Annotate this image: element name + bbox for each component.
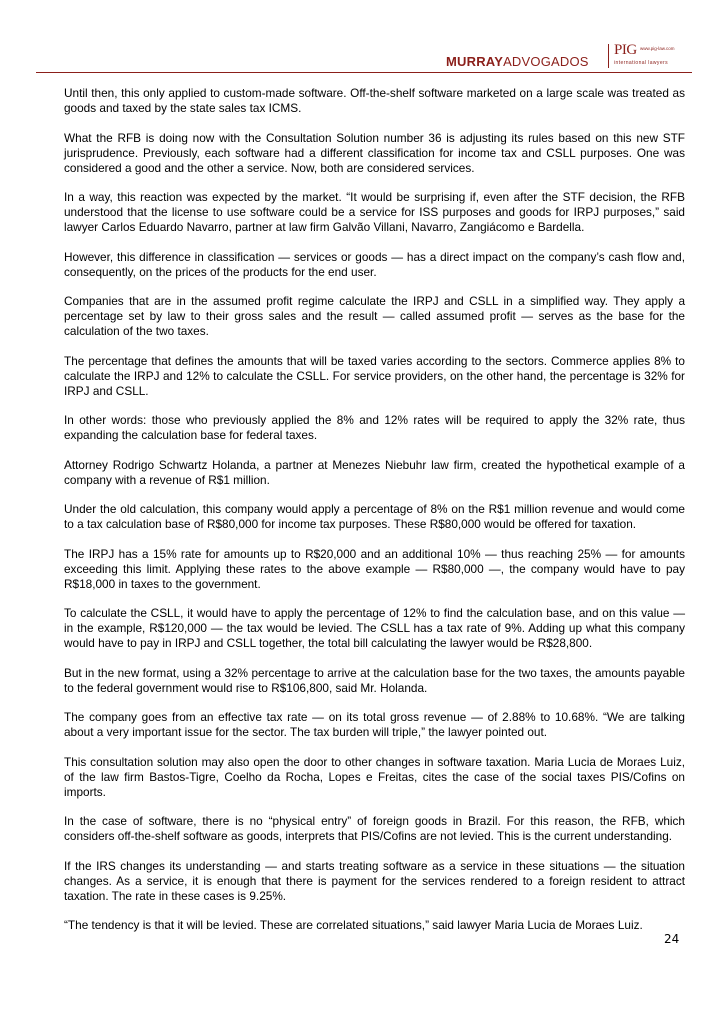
paragraph: In other words: those who previously applied the 8% and 12% rates will be required to apply the 32% rate, thus expanding the calculation base for federal taxes.: [64, 413, 685, 442]
paragraph: Under the old calculation, this company would apply a percentage of 8% on the R$1 million revenue and would come to a tax calculation base of R$80,000 for income tax purposes. These R$80,000 would be offered for taxation.: [64, 502, 685, 531]
paragraph: Companies that are in the assumed profit regime calculate the IRPJ and CSLL in a simplified way. They apply a percentage set by law to their gross sales and the result — called assumed profit — serves as the base for the calculation of the two taxes.: [64, 294, 685, 338]
brand-primary: MURRAY: [446, 54, 504, 69]
paragraph: The company goes from an effective tax rate — on its total gross revenue — of 2.88% to 10.68%. “We are talking about a very important issue for the sector. The tax burden will triple,” the lawyer pointed out.: [64, 710, 685, 739]
paragraph: Attorney Rodrigo Schwartz Holanda, a partner at Menezes Niebuhr law firm, created the hypothetical example of a company with a revenue of R$1 million.: [64, 457, 685, 487]
paragraph: However, this difference in classification — services or goods — has a direct impact on the company’s cash flow and, consequently, on the prices of the products for the end user.: [64, 249, 685, 279]
paragraph: But in the new format, using a 32% percentage to arrive at the calculation base for the two taxes, the amounts payable to the federal government would rise to R$106,800, said Mr. Holanda.: [64, 665, 685, 695]
paragraph: Until then, this only applied to custom-made software. Off-the-shelf software marketed on a large scale was treated as goods and taxed by the state sales tax ICMS.: [64, 86, 685, 115]
page-header: [0, 0, 728, 76]
pig-logo: [614, 42, 686, 68]
pig-logo-tagline: international lawyers: [614, 60, 668, 66]
paragraph: In a way, this reaction was expected by the market. “It would be surprising if, even after the STF decision, the RFB understood that the license to use software could be a service for ISS purposes and goods for IRPJ purposes,” said lawyer Carlos Eduardo Navarro, partner at law firm Galvão Villani, Navarro, Zangiácomo e Bardella.: [64, 190, 685, 234]
page-number: 24: [664, 932, 680, 946]
paragraph: If the IRS changes its understanding — and starts treating software as a service in these situations — the situation changes. As a service, it is enough that there is payment for the services rendered to a foreign resident to attract taxation. The rate in these cases is 9.25%.: [64, 858, 685, 903]
header-divider: [608, 44, 609, 68]
header-rule: [36, 72, 692, 73]
paragraph: The percentage that defines the amounts that will be taxed varies according to the sectors. Commerce applies 8% to calculate the IRPJ and 12% to calculate the CSLL. For service providers, on the other hand, the percentage is 32% for IRPJ and CSLL.: [64, 353, 685, 398]
brand-secondary: ADVOGADOS: [503, 54, 589, 69]
paragraph: In the case of software, there is no “physical entry” of foreign goods in Brazil. For this reason, the RFB, which considers off-the-shelf software as goods, interprets that PIS/Cofins are not levied. This is the current understanding.: [64, 814, 685, 843]
paragraph: To calculate the CSLL, it would have to apply the percentage of 12% to find the calculation base, and on this value — in the example, R$120,000 — the tax would be levied. The CSLL has a tax rate of 9%. Adding up what this company would have to pay in IRPJ and CSLL together, the total bill calculating the lawyer would be R$28,800.: [64, 606, 685, 650]
article-body: [64, 86, 685, 948]
paragraph: This consultation solution may also open the door to other changes in software taxation. Maria Lucia de Moraes Luiz, of the law firm Bastos-Tigre, Coelho da Rocha, Lopes e Freitas, cites the case of the social taxes PIS/Cofins on imports.: [64, 754, 685, 799]
pig-logo-url: www.pig-law.com: [640, 46, 675, 51]
paragraph: What the RFB is doing now with the Consultation Solution number 36 is adjusting its rules based on this new STF jurisprudence. Previously, each software had a different classification for income tax and CSLL purposes. One was considered a good and the other a service. Now, both are considered services.: [64, 130, 685, 175]
murray-advogados-logo: [446, 54, 589, 69]
pig-logo-mark: PIG: [614, 42, 637, 58]
paragraph: The IRPJ has a 15% rate for amounts up to R$20,000 and an additional 10% — thus reaching 25% — for amounts exceeding this limit. Applying these rates to the above example — R$80,000 —, the company would have to pay R$18,000 in taxes to the government.: [64, 546, 685, 591]
paragraph: “The tendency is that it will be levied. These are correlated situations,” said lawyer Maria Lucia de Moraes Luiz.: [64, 918, 643, 932]
